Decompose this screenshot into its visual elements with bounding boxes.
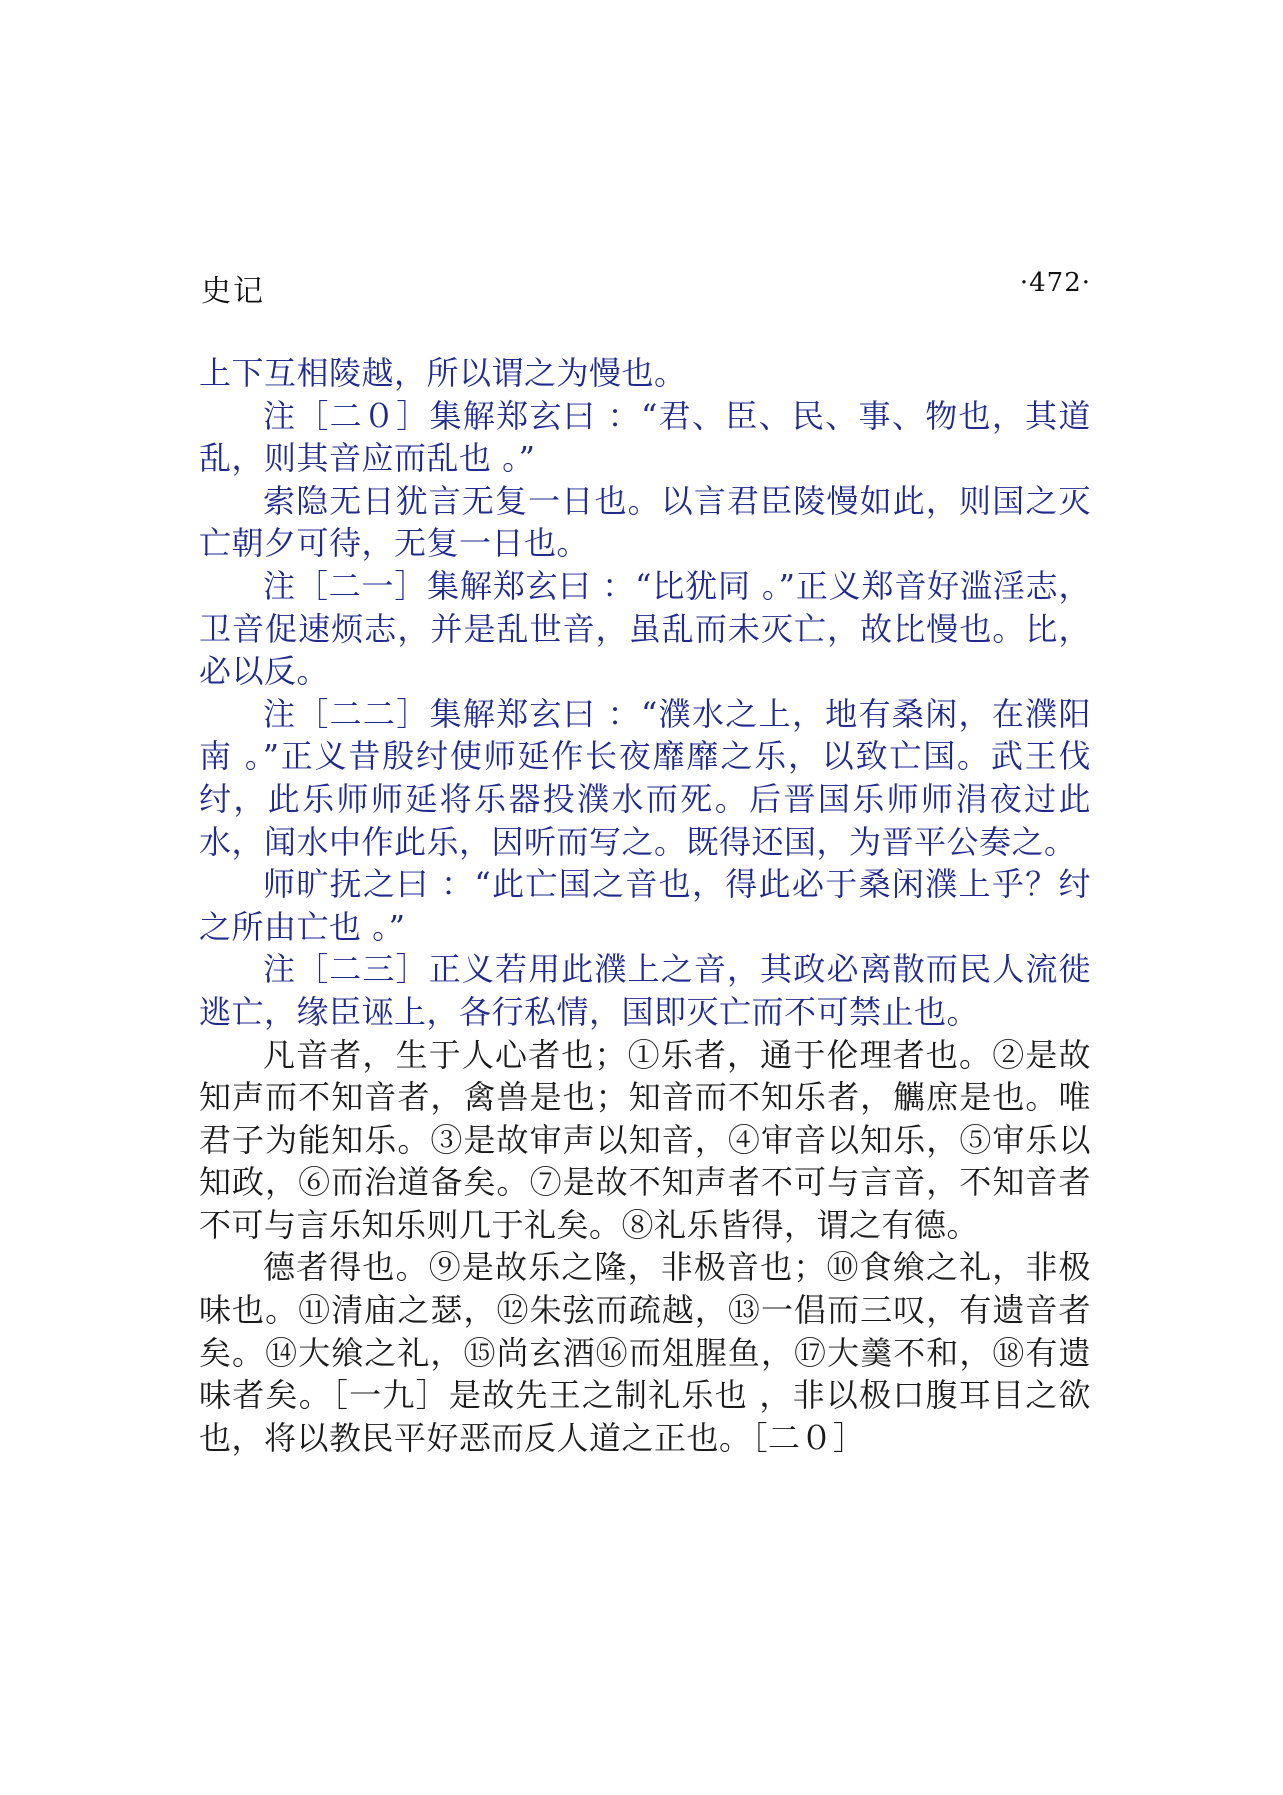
page-number: ·472· bbox=[1019, 268, 1091, 298]
note-paragraph-20: 注［二０］集解郑玄曰 ：“君、臣、民、事、物也，其道乱，则其音应而乱也 。” bbox=[199, 396, 1091, 478]
note-paragraph-21: 注［二一］集解郑玄曰 ：“比犹同 。”正义郑音好滥淫志，卫音促速烦志，并是乱世音，虽乱而未灭亡，故比慢也。比，必以反。 bbox=[199, 566, 1091, 691]
note-paragraph-23: 注［二三］正义若用此濮上之音，其政必离散而民人流徙逃亡，缘臣诬上，各行私情，国即灭亡而不可禁止也。 bbox=[199, 950, 1091, 1031]
body-text bbox=[199, 352, 1091, 1459]
note-paragraph-shikuang: 师旷抚之曰 ：“此亡国之音也，得此必于桑闲濮上乎？纣之所由亡也 。” bbox=[199, 865, 1091, 946]
book-title: 史记 bbox=[201, 274, 265, 309]
page-header bbox=[201, 266, 1091, 310]
note-paragraph-22: 注［二二］集解郑玄曰 ：“濮水之上，地有桑闲，在濮阳南 。”正义昔殷纣使师延作长夜靡靡之乐，以致亡国。武王伐纣，此乐师师延将乐器投濮水而死。后晋国乐师师涓夜过此水，闻水中作此乐，因听而写之。既得还国，为晋平公奏之。 bbox=[199, 694, 1091, 861]
note-paragraph-continuation: 上下互相陵越，所以谓之为慢也。 bbox=[199, 354, 687, 392]
note-paragraph-suoyin: 索隐无日犹言无复一日也。以言君臣陵慢如此，则国之灭亡朝夕可待，无复一日也。 bbox=[199, 481, 1091, 563]
main-paragraph-yin: 凡音者，生于人心者也；①乐者，通于伦理者也。②是故知声而不知音者，禽兽是也；知音而不知乐者，觽庶是也。唯君子为能知乐。③是故审声以知音，④审音以知乐，⑤审乐以知政，⑥而治道备矣。⑦是故不知声者不可与言音，不知音者不可与言乐知乐则几于礼矣。⑧礼乐皆得，谓之有德。 bbox=[199, 1035, 1091, 1244]
main-paragraph-de: 德者得也。⑨是故乐之隆，非极音也；⑩食飨之礼，非极味也。⑪清庙之瑟，⑫朱弦而疏越，⑬一倡而三叹，有遗音者矣。⑭大飨之礼，⑮尚玄酒⑯而俎腥鱼，⑰大羹不和，⑱有遗味者矣。［一九］是故先王之制礼乐也 ，非以极口腹耳目之欲也，将以教民平好恶而反人道之正也。［二０］ bbox=[199, 1248, 1091, 1457]
